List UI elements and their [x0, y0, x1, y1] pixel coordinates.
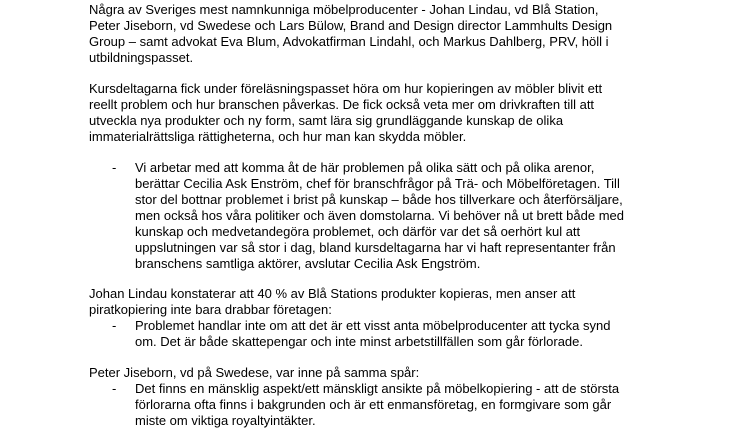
text-line: Kursdeltagarna fick under föreläsningspasset höra om hur kopieringen av möbler blivit ett — [89, 81, 603, 96]
jiseborn-paragraph — [89, 365, 669, 381]
text-line: branschens samtliga aktörer, avslutar Cecilia Ask Engström. — [135, 256, 481, 271]
text-line: immaterialrättsliga rättigheterna, och hur man kan skydda möbler. — [89, 129, 467, 144]
text-line: Johan Lindau konstaterar att 40 % av Blå Stations produkter kopieras, men anser att — [89, 286, 576, 301]
text-line: uppslutningen var så stor i dag, bland kursdeltagarna har vi haft representanter från — [135, 240, 616, 255]
bullet-dash: - — [112, 318, 117, 333]
lindau-paragraph — [89, 286, 669, 318]
text-line: Vi arbetar med att komma åt de här problemen på olika sätt och på olika arenor, — [135, 160, 595, 175]
intro-paragraph — [89, 2, 669, 66]
bullet-text — [135, 160, 624, 272]
text-line: Problemet handlar inte om att det är ett visst anta möbelproducenter att tycka synd — [135, 318, 611, 333]
lindau-quote-bullet — [89, 318, 689, 350]
text-line: utbildningspasset. — [89, 50, 194, 65]
text-line: Peter Jiseborn, vd på Swedese, var inne på samma spår: — [89, 365, 420, 380]
course-paragraph — [89, 81, 669, 145]
cecilia-bullet — [89, 160, 689, 272]
text-line: piratkopiering inte bara drabbar företagen: — [89, 302, 332, 317]
text-line: reellt problem och hur branschen påverkas. De fick också veta mer om drivkraften till att — [89, 97, 595, 112]
text-line: Det finns en mänsklig aspekt/ett mänskligt ansikte på möbelkopiering - att de största — [135, 381, 620, 396]
text-line: stor del bottnar problemet i brist på kunskap – både hos tillverkare och återförsäljare, — [135, 192, 623, 207]
text-line: utveckla nya produkter och ny form, samt lära sig grundläggande kunskap de olika — [89, 113, 564, 128]
bullet-dash: - — [112, 160, 117, 175]
text-line: miste om viktiga royaltyintäkter. — [135, 413, 316, 428]
bullet-text — [135, 381, 619, 429]
text-line: Group – samt advokat Eva Blum, Advokatfirman Lindahl, och Markus Dahlberg, PRV, höll i — [89, 34, 609, 49]
bullet-text — [135, 318, 610, 350]
jiseborn-quote-bullet — [89, 381, 689, 428]
text-line: Några av Sveriges mest namnkunniga möbelproducenter - Johan Lindau, vd Blå Station, — [89, 2, 599, 17]
text-line: berättar Cecilia Ask Enström, chef för branschfrågor på Trä- och Möbelföretagen. Till — [135, 176, 620, 191]
text-line: om. Det är både skattepengar och inte minst arbetstillfällen som går förlorade. — [135, 334, 584, 349]
text-line: förlorarna ofta finns i bakgrunden och är ett enmansföretag, en formgivare som går — [135, 397, 612, 412]
text-line: men också hos våra politiker och även domstolarna. Vi behöver nå ut brett både med — [135, 208, 624, 223]
text-line: kunskap och medvetandegöra problemet, och därför var det så oerhört kul att — [135, 224, 581, 239]
bullet-dash: - — [112, 381, 117, 396]
text-line: Peter Jiseborn, vd Swedese och Lars Bülow, Brand and Design director Lammhults Design — [89, 18, 613, 33]
